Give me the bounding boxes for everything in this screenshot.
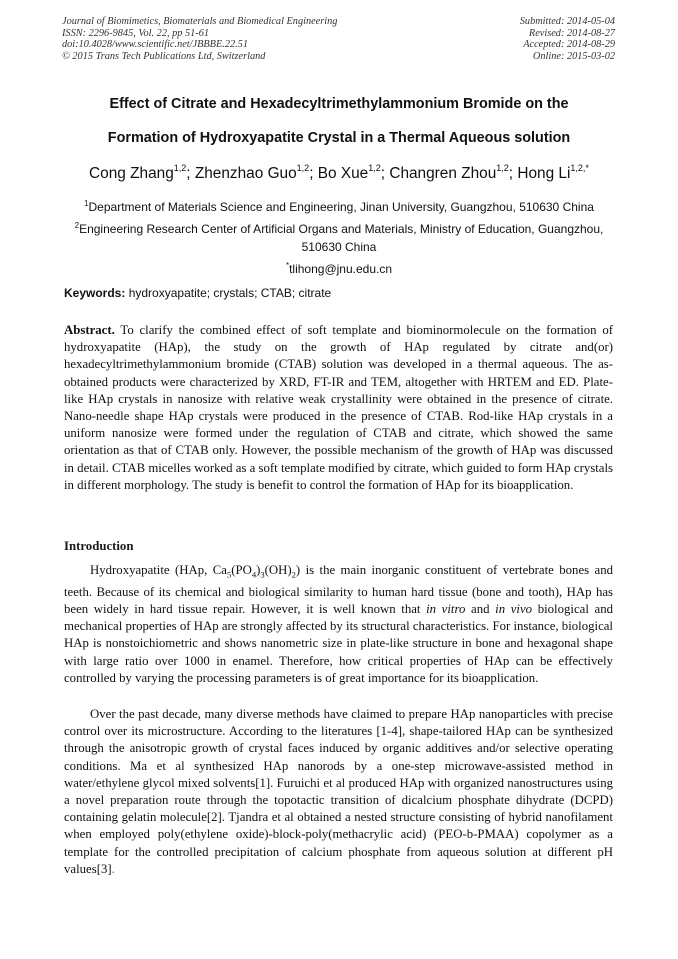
title-line-1: Effect of Citrate and Hexadecyltrimethylammonium Bromide on the [109,96,569,112]
publication-dates [520,16,615,62]
keywords [64,286,331,300]
journal-header [62,16,615,62]
intro-paragraph-2: Over the past decade, many diverse methods have claimed to prepare HAp nanoparticles with precise control over its microstructure. According to the literatures [1-4], shape-tailored HAp can be synthesized through the anisotropic growth of crystal faces induced by organic additives and/or selective operating conditions. Ma et al synthesized HAp nanorods by a one-step microwave-assisted method in water/ethylene glycol mixed solvents[1]. Furuichi et al produced HAp with organized nanostructures using a novel preparation route through the topotactic transition of dicalcium phosphate dihydrate (DCPD) containing gelatin molecule[2]. Tjandra et al obtained a nested structure consisting of hybrid nanofilament when employed poly(ethylene oxide)-block-poly(methacrylic acid) (PEO-b-PMAA) copolymer as a template for the controlled precipitation of calcium phosphate from aqueous solution at different pH values[3]. [64,707,613,876]
author: Cong Zhang$^{1,2}$; [89,163,195,183]
date-online: Online: 2015-03-02 [532,50,615,62]
date-revised: Revised: 2014-08-27 [528,27,615,39]
date-accepted: Accepted: 2014-08-29 [523,39,615,51]
intro-paragraph-1: Hydroxyapatite (HAp, $Ca_5(PO_4)_3(OH)_2$) is the main inorganic constituent of vertebrate bones and teeth. Because of its chemical and biological similarity to human hard tissue (bone and tooth), HAp has been widely in hard tissue repair. However, it is well known that in vitro and in vivo biological and mechanical properties of HAp are strongly affected by its structural characteristics. For instance, biological HAp is nonstoichiometric and shows nanometric size in plate-like structure in bone and hexagonal shape with large ratio over 1000 in enamel. Therefore, how critical properties of HAp can be effectively controlled by varying the processing parameters is of great importance for its bioapplication. [64,563,613,685]
journal-doi[interactable]: doi:10.4028/www.scientific.net/JBBBE.22.51 [62,39,248,51]
author-list [40,164,638,183]
journal-issn: ISSN: 2296-9845, Vol. 22, pp 51-61 [62,27,210,39]
affiliation-1: $^1$Department of Materials Science and Engineering, Jinan University, Guangzhou, 510630 China [84,199,594,214]
abstract [64,322,613,494]
affiliation-2: $^2$Engineering Research Center of Artificial Organs and Materials, Ministry of Education, Guangzhou, 510630 China [74,220,604,255]
title-line-2: Formation of Hydroxyapatite Crystal in a Thermal Aqueous solution [107,130,571,146]
author: Hong $Li^{1,2,*}$ [517,163,589,183]
corresponding-email[interactable]: *tlihong@jnu.edu.cn [285,260,393,276]
paper-title [40,87,638,155]
abstract-text: To clarify the combined effect of soft template and biominormolecule on the formation of hydroxyapatite (HAp), the study on the growth of HAp regulated by citrate and(or) hexadecyltrimethylammonium bromide (CTAB) solution was developed in a thermal aqueous. The as-obtained products were characterized by XRD, FT-IR and TEM, altogether with HRTEM and ED. Plate-like HAp crystals in nanosize with relative weak crystallinity were obtained in the presence of citrate. Nano-needle shape HAp crystals were produced in the presence of CTAB. Rod-like HAp crystals in a uniform nanosize were formed under the regulation of CTAB and citrate, which showed the same orientation as that of CTAB only. However, the possible mechanism of the growth of HAp was discussed in detail. CTAB micelles worked as a soft template modified by citrate, which guided to form HAp crystals in different morphology. The study is benefit to control the formation of HAp for its bioapplication. [64,323,614,492]
keywords-label: Keywords: [64,286,126,300]
author: Changren Zhou$^{1,2}$; [389,163,518,183]
keywords-text: hydroxyapatite; crystals; CTAB; citrate [128,286,332,300]
author: Bo Xue$^{1,2}$; [317,163,390,183]
author: Zhenzhao Guo$^{1,2}$; [194,163,318,183]
journal-name: Journal of Biomimetics, Biomaterials and Biomedical Engineering [62,16,338,27]
journal-copyright: © 2015 Trans Tech Publications Ltd, Switzerland [62,50,266,62]
journal-info [62,16,337,62]
abstract-label: Abstract. [64,323,115,337]
date-submitted: Submitted: 2014-05-04 [519,16,615,27]
affiliations [62,195,616,278]
section-heading-introduction: Introduction [64,539,134,553]
